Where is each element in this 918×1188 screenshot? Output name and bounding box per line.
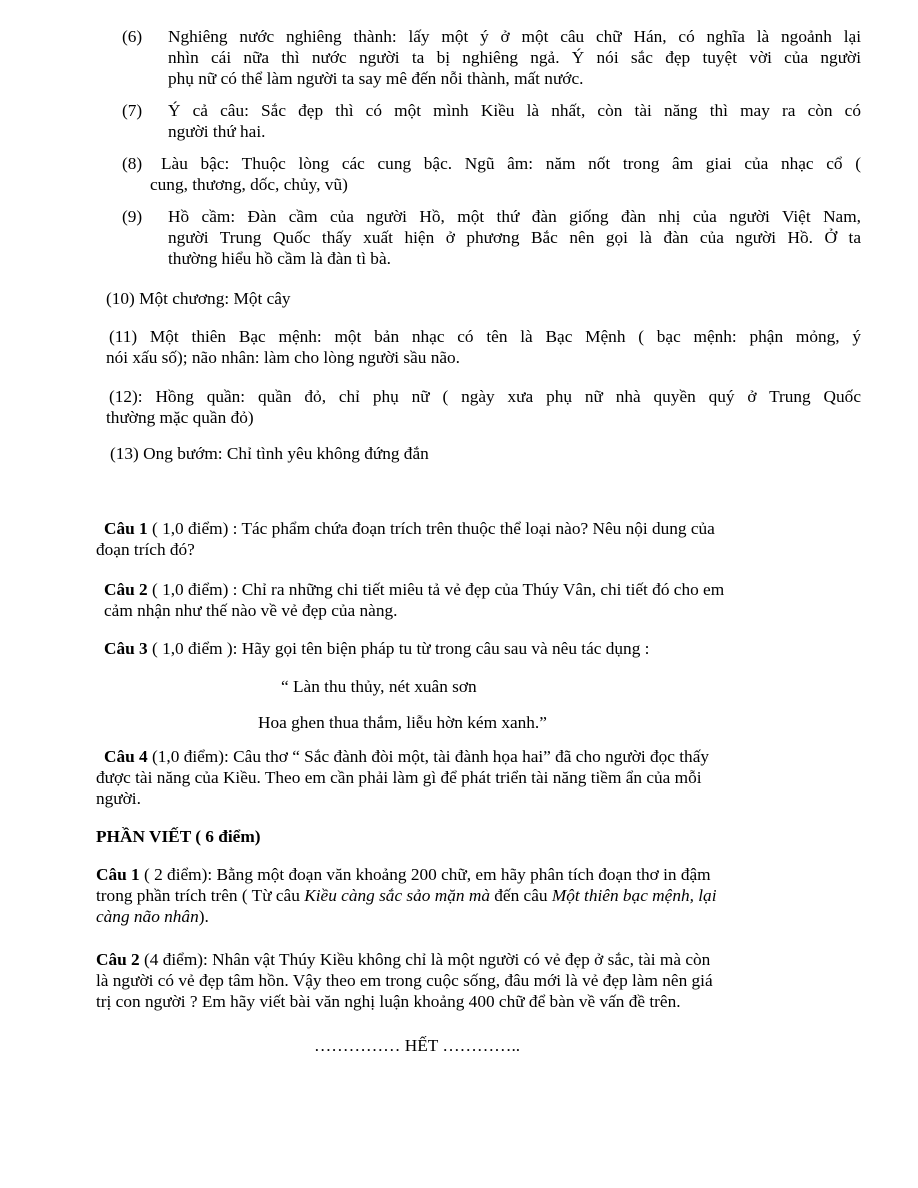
verse-line: “ Làn thu thủy, nét xuân sơn — [281, 677, 477, 696]
italic-quote: càng não nhân — [96, 907, 199, 926]
question-1-cont: đoạn trích đó? — [96, 540, 195, 559]
question-2-cont: cảm nhận như thế nào về vẻ đẹp của nàng. — [104, 601, 398, 620]
note-12-line: (12): Hồng quần: quần đỏ, chỉ phụ nữ ( ngày xưa phụ nữ nhà quyền quý ở Trung Quốc — [109, 387, 861, 406]
question-text: ( 1,0 điểm) : Tác phẩm chứa đoạn trích trên thuộc thể loại nào? Nêu nội dung của — [147, 519, 715, 538]
question-1 — [104, 518, 715, 539]
note-text: Làu bậc: Thuộc lòng các cung bậc. Ngũ âm: năm nốt trong âm giai của nhạc cổ ( — [161, 154, 861, 173]
note-text: người Trung Quốc thấy xuất hiện ở phương Bắc nên gọi là đàn của người Hồ. Ở ta — [168, 228, 861, 247]
question-4-cont: được tài năng của Kiều. Theo em cần phải làm gì để phát triển tài năng tiềm ẩn của mỗi — [96, 768, 702, 787]
writing-question-2-cont: trị con người ? Em hãy viết bài văn nghị luận khoảng 400 chữ để bàn về vấn đề trên. — [96, 992, 681, 1011]
end-marker: …………… HẾT ………….. — [314, 1036, 521, 1055]
note-text: nhìn cái nữa thì nước người ta bị nghiêng ngả. Ý nói sắc đẹp tuyệt vời của người — [168, 48, 861, 67]
text-span: trong phần trích trên ( Từ câu — [96, 886, 305, 905]
italic-quote: Kiều càng sắc sảo mặn mà — [304, 886, 490, 905]
note-13: (13) Ong bướm: Chỉ tình yêu không đứng đắn — [110, 444, 429, 463]
text-span: ). — [198, 907, 209, 926]
question-text: ( 2 điểm): Bằng một đoạn văn khoảng 200 chữ, em hãy phân tích đoạn thơ in đậm — [139, 865, 711, 884]
question-label: Câu 4 — [104, 747, 148, 766]
note-text: Ý cả câu: Sắc đẹp thì có một mình Kiều là nhất, còn tài năng thì may ra còn có — [168, 101, 861, 120]
question-4 — [104, 746, 709, 767]
note-11-line: (11) Một thiên Bạc mệnh: một bản nhạc có tên là Bạc Mệnh ( bạc mệnh: phận mỏng, ý — [109, 327, 861, 346]
note-number: (6) — [122, 27, 143, 46]
note-text: phụ nữ có thể làm người ta say mê đến nỗi thành, mất nước. — [168, 69, 584, 88]
writing-question-2 — [96, 949, 710, 970]
italic-quote: Một thiên bạc mệnh, lại — [551, 886, 717, 905]
note-12-line: thường mặc quần đỏ) — [106, 408, 254, 427]
writing-question-1-cont — [96, 885, 717, 906]
writing-question-1-cont — [96, 906, 209, 927]
text-span: đến câu — [489, 886, 552, 905]
question-label: Câu 3 — [104, 639, 148, 658]
question-label: Câu 2 — [104, 580, 148, 599]
question-text: (1,0 điểm): Câu thơ “ Sắc đành đòi một, tài đành họa hai” đã cho người đọc thấy — [147, 747, 710, 766]
note-11-line: nói xấu số); não nhân: làm cho lòng người sầu não. — [106, 348, 460, 367]
verse-line: Hoa ghen thua thắm, liễu hờn kém xanh.” — [258, 713, 547, 732]
question-4-cont: người. — [96, 789, 141, 808]
question-text: (4 điểm): Nhân vật Thúy Kiều không chỉ là một người có vẻ đẹp ở sắc, tài mà còn — [139, 950, 711, 969]
question-label: Câu 2 — [96, 950, 140, 969]
note-number: (7) — [122, 101, 143, 120]
question-text: ( 1,0 điểm ): Hãy gọi tên biện pháp tu từ trong câu sau và nêu tác dụng : — [147, 639, 650, 658]
writing-question-2-cont: là người có vẻ đẹp tâm hồn. Vậy theo em trong cuộc sống, đâu mới là vẻ đẹp làm nên giá — [96, 971, 713, 990]
note-number: (8) — [122, 154, 143, 173]
question-label: Câu 1 — [96, 865, 140, 884]
note-text: thường hiểu hồ cầm là đàn tì bà. — [168, 249, 391, 268]
note-number: (9) — [122, 207, 143, 226]
question-text: ( 1,0 điểm) : Chỉ ra những chi tiết miêu tả vẻ đẹp của Thúy Vân, chi tiết đó cho em — [147, 580, 725, 599]
note-text: cung, thương, dốc, chủy, vũ) — [150, 175, 348, 194]
note-text: người thứ hai. — [168, 122, 266, 141]
note-text: Nghiêng nước nghiêng thành: lấy một ý ở một câu chữ Hán, có nghĩa là ngoảnh lại — [168, 27, 861, 46]
writing-question-1 — [96, 864, 711, 885]
question-2 — [104, 579, 724, 600]
note-text: Hồ cầm: Đàn cầm của người Hồ, một thứ đàn giống đàn nhị của người Việt Nam, — [168, 207, 861, 226]
question-3 — [104, 638, 649, 659]
question-label: Câu 1 — [104, 519, 148, 538]
note-10: (10) Một chương: Một cây — [106, 289, 291, 308]
section-heading: PHẦN VIẾT ( 6 điểm) — [96, 827, 261, 846]
